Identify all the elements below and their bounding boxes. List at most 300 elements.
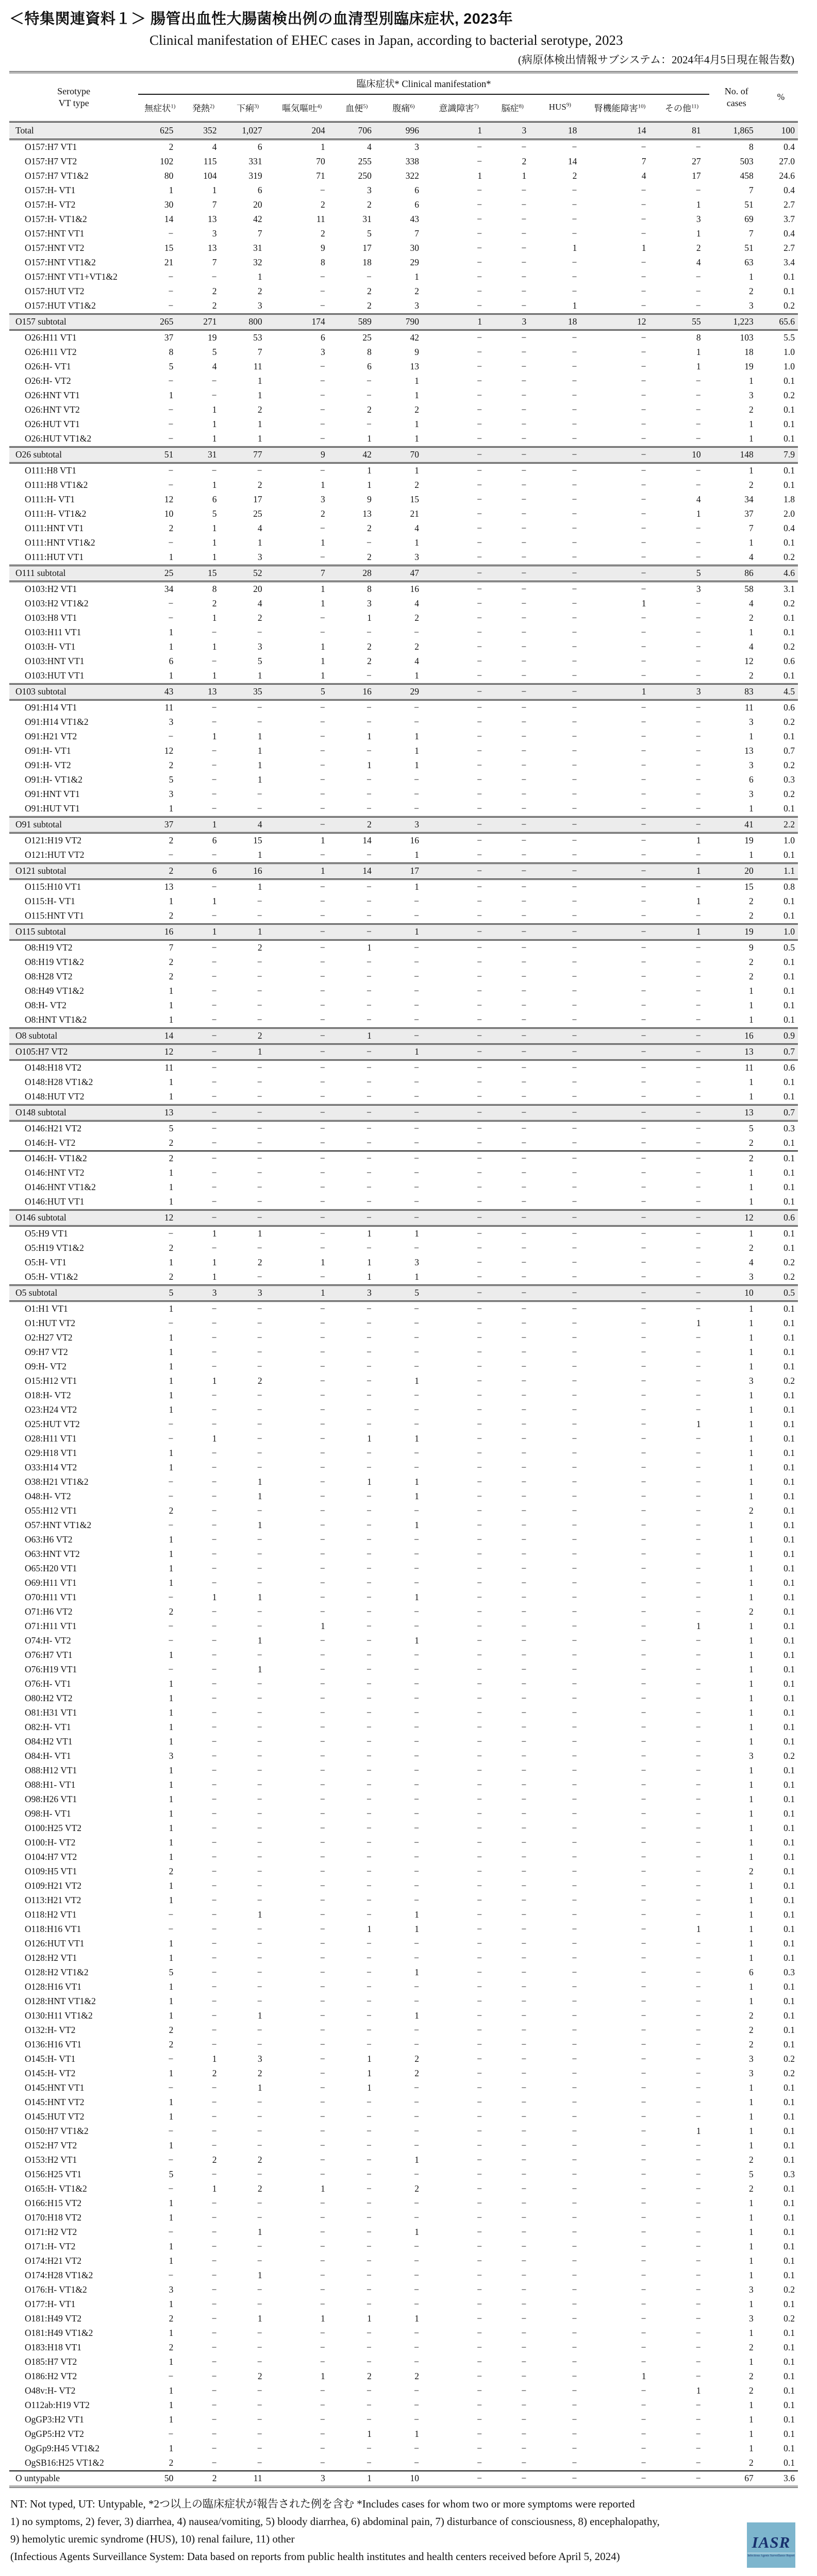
symptom-value-cell: 4 [212, 142, 217, 152]
symptom-value-cell: − [211, 1895, 217, 1906]
symptom-value-cell: − [257, 2212, 262, 2223]
symptom-value-cell: − [521, 1780, 527, 1790]
symptom-value-cell: − [572, 702, 577, 713]
serotype-cell: O111:H- VT1 [25, 494, 75, 505]
table-row [9, 1663, 798, 1677]
symptom-value-cell: − [521, 1014, 527, 1025]
symptom-value-cell: 1 [367, 760, 372, 771]
symptom-value-cell: − [320, 1837, 325, 1848]
serotype-cell: O91:H- VT1&2 [25, 774, 82, 785]
symptom-value-cell: − [211, 1751, 217, 1761]
symptom-value-cell: 2 [414, 613, 419, 623]
cases-cell: 19 [744, 835, 754, 846]
percent-cell: 0.1 [783, 2429, 795, 2439]
symptom-value-cell: 15 [253, 835, 262, 846]
symptom-value-cell: 6 [321, 332, 325, 343]
symptom-value-cell: − [695, 465, 701, 476]
symptom-value-cell: − [257, 1765, 262, 1776]
symptom-value-cell: − [641, 1390, 646, 1401]
symptom-value-cell: 1 [212, 523, 217, 534]
serotype-cell: O88:H12 VT1 [25, 1765, 77, 1776]
percent-cell: 0.1 [783, 850, 795, 860]
percent-cell: 3.4 [783, 257, 795, 268]
serotype-cell: O71:H6 VT2 [25, 1606, 73, 1617]
symptom-value-cell: − [477, 745, 482, 756]
table-row [9, 1778, 798, 1792]
symptom-value-cell: − [366, 2414, 372, 2425]
percent-cell: 1.0 [764, 924, 798, 940]
symptom-value-cell: − [320, 1578, 325, 1588]
symptom-value-cell: − [477, 1196, 482, 1207]
symptom-value-cell: − [320, 731, 325, 742]
symptom-value-cell: − [490, 1136, 535, 1151]
symptom-value-cell: 1 [572, 243, 577, 253]
serotype-cell: O157:HNT VT1 [25, 228, 85, 239]
percent-cell: 0.5 [783, 942, 795, 953]
symptom-value-cell: − [572, 142, 577, 152]
symptom-value-cell: − [521, 1880, 527, 1891]
symptom-value-cell: 250 [358, 171, 372, 181]
symptom-value-cell: − [168, 1228, 174, 1239]
symptom-value-cell: 1 [414, 1635, 419, 1646]
symptom-value-cell: − [211, 1880, 217, 1891]
percent-cell: 0.1 [783, 1563, 795, 1574]
symptom-value-cell: 6 [212, 494, 217, 505]
symptom-value-cell: − [655, 1044, 709, 1060]
symptom-value-cell: 25 [138, 566, 181, 582]
percent-cell: 0.1 [783, 2212, 795, 2223]
symptom-value-cell: − [211, 656, 217, 667]
symptom-value-cell: − [521, 509, 527, 519]
symptom-value-cell: − [521, 214, 527, 225]
symptom-value-cell: 1 [414, 731, 419, 742]
serotype-cell: O126:HUT VT1 [25, 1938, 85, 1949]
symptom-value-cell: − [334, 924, 380, 940]
symptom-value-cell: − [521, 390, 527, 401]
symptom-value-cell: − [521, 1376, 527, 1386]
serotype-cell: O171:H- VT2 [25, 2241, 76, 2252]
symptom-value-cell: − [168, 1419, 174, 1430]
percent-cell: 0.1 [783, 896, 795, 907]
serotype-cell: O186:H2 VT2 [25, 2371, 77, 2382]
symptom-value-cell: 77 [225, 447, 271, 463]
percent-cell: 0.1 [783, 2414, 795, 2425]
symptom-value-cell: − [414, 774, 419, 785]
symptom-value-cell: − [477, 1404, 482, 1415]
symptom-value-cell: − [257, 2097, 262, 2108]
symptom-value-cell: 2 [169, 1153, 174, 1164]
symptom-value-cell: − [477, 1953, 482, 1963]
symptom-value-cell: − [257, 1332, 262, 1343]
serotype-cell: O157:H- VT1 [25, 185, 76, 196]
symptom-value-cell: 13 [138, 1105, 181, 1121]
symptom-value-cell: − [257, 1000, 262, 1011]
symptom-value-cell: − [521, 2054, 527, 2064]
symptom-value-cell: − [572, 1448, 577, 1459]
table-row [9, 2326, 798, 2341]
table-row [9, 169, 798, 183]
symptom-value-cell: − [490, 863, 535, 879]
table-row [9, 582, 798, 597]
percent-cell: 0.1 [783, 2010, 795, 2021]
percent-cell: 0.1 [783, 1014, 795, 1025]
cases-cell: 1 [749, 1953, 754, 1963]
symptom-value-cell: − [695, 2082, 701, 2093]
symptom-value-cell: − [366, 1318, 372, 1329]
symptom-value-cell: − [168, 1664, 174, 1675]
serotype-cell: O111:HNT VT1 [25, 523, 84, 534]
symptom-value-cell: 1 [169, 1981, 174, 1992]
symptom-value-cell: − [695, 376, 701, 386]
subtotal-row [9, 817, 798, 833]
symptom-value-cell: − [211, 1924, 217, 1935]
symptom-value-cell: − [366, 2342, 372, 2353]
symptom-value-cell: − [366, 1520, 372, 1531]
symptom-value-cell: − [320, 1866, 325, 1877]
percent-cell: 0.1 [783, 1549, 795, 1560]
symptom-value-cell: 1 [427, 122, 490, 140]
symptom-value-cell: − [257, 2299, 262, 2310]
symptom-value-cell: 2 [212, 2155, 217, 2165]
symptom-value-cell: − [695, 2241, 701, 2252]
symptom-value-cell: − [168, 1592, 174, 1603]
symptom-value-cell: − [572, 2241, 577, 2252]
symptom-value-cell: − [641, 760, 646, 771]
symptom-value-cell: − [490, 684, 535, 700]
serotype-cell: OgGp9:H45 VT1&2 [25, 2443, 100, 2454]
symptom-value-cell: − [320, 1014, 325, 1025]
symptom-value-cell: − [477, 1679, 482, 1689]
symptom-value-cell: 1 [212, 2183, 217, 2194]
symptom-value-cell: − [641, 835, 646, 846]
symptom-value-cell: − [521, 1404, 527, 1415]
symptom-value-cell: − [641, 1419, 646, 1430]
table-row [9, 1241, 798, 1256]
symptom-value-cell: 2 [257, 1257, 262, 1268]
symptom-value-cell: − [695, 1077, 701, 1088]
symptom-value-cell: − [257, 1390, 262, 1401]
serotype-cell: O38:H21 VT1&2 [25, 1477, 89, 1487]
symptom-value-cell: − [695, 641, 701, 652]
symptom-value-cell: − [572, 2097, 577, 2108]
table-row [9, 330, 798, 346]
serotype-cell: O146:HNT VT2 [25, 1167, 85, 1178]
table-row [9, 1562, 798, 1576]
iasr-logo [747, 2522, 795, 2568]
table-row [9, 1013, 798, 1028]
symptom-value-cell: − [320, 1707, 325, 1718]
symptom-value-cell: − [572, 1332, 577, 1343]
symptom-value-cell: − [366, 2010, 372, 2021]
symptom-value-cell: − [320, 1091, 325, 1102]
symptom-value-cell: − [695, 656, 701, 667]
symptom-value-cell: − [427, 1105, 490, 1121]
symptom-value-cell: − [320, 774, 325, 785]
symptom-value-cell: − [366, 1243, 372, 1253]
serotype-cell: O128:H2 VT1&2 [25, 1967, 89, 1978]
symptom-value-cell: − [695, 1062, 701, 1073]
symptom-value-cell: − [320, 957, 325, 968]
symptom-value-cell: − [572, 2414, 577, 2425]
iasr-logo-text: IASR [752, 2533, 791, 2551]
symptom-value-cell: − [695, 2140, 701, 2151]
symptom-value-cell: − [572, 494, 577, 505]
percent-cell: 1.0 [783, 361, 795, 372]
symptom-value-cell: − [181, 1136, 225, 1151]
table-row [9, 2052, 798, 2066]
percent-cell: 0.1 [783, 986, 795, 996]
symptom-value-cell: 1 [169, 1167, 174, 1178]
symptom-value-cell: − [320, 2299, 325, 2310]
symptom-value-cell: − [211, 1014, 217, 1025]
symptom-value-cell: − [490, 447, 535, 463]
symptom-value-cell: − [257, 465, 262, 476]
symptom-value-cell: − [572, 803, 577, 814]
symptom-value-cell: − [521, 1361, 527, 1372]
percent-cell: 0.2 [783, 2068, 795, 2079]
subtotal-row [9, 1210, 798, 1226]
symptom-value-cell: − [490, 1285, 535, 1301]
cases-cell: 1 [749, 1182, 754, 1193]
symptom-value-cell: − [366, 1091, 372, 1102]
symptom-value-cell: 16 [410, 835, 419, 846]
symptom-value-cell: − [181, 1105, 225, 1121]
symptom-value-cell: − [695, 185, 701, 196]
symptom-value-cell: − [695, 971, 701, 982]
symptom-value-cell: − [641, 1404, 646, 1415]
table-row [9, 909, 798, 924]
percent-cell: 0.2 [783, 1751, 795, 1761]
symptom-value-cell: 1 [414, 272, 419, 282]
percent-cell: 0.1 [783, 1823, 795, 1834]
symptom-value-cell: 1 [380, 924, 427, 940]
cases-cell: 1 [749, 803, 754, 814]
symptom-value-cell: 1 [169, 2400, 174, 2411]
cases-cell: 1 [749, 1808, 754, 1819]
symptom-value-cell: 47 [380, 566, 427, 582]
symptom-value-cell: − [521, 2155, 527, 2165]
serotype-cell: O157:H7 VT1 [25, 142, 77, 152]
symptom-value-cell: 331 [248, 156, 262, 167]
symptom-value-cell: − [414, 896, 419, 907]
symptom-value-cell: − [320, 1332, 325, 1343]
symptom-value-cell: − [477, 1332, 482, 1343]
cases-cell: 41 [709, 817, 764, 833]
symptom-value-cell: − [521, 1895, 527, 1906]
symptom-value-cell: − [695, 537, 701, 548]
symptom-value-cell: − [414, 2097, 419, 2108]
symptom-value-cell: − [477, 896, 482, 907]
symptom-value-cell: − [572, 1707, 577, 1718]
cases-cell: 1 [749, 1404, 754, 1415]
symptom-value-cell: − [414, 1549, 419, 1560]
symptom-value-cell: 2 [414, 404, 419, 415]
table-row [9, 1432, 798, 1446]
symptom-value-cell: − [572, 1318, 577, 1329]
clinical-manifestation-group-header: 臨床症状* Clinical manifestation* [138, 72, 709, 94]
symptom-value-cell: − [477, 731, 482, 742]
symptom-value-cell: 1 [257, 1228, 262, 1239]
symptom-value-cell: − [521, 2371, 527, 2382]
symptom-value-cell: − [641, 1996, 646, 2007]
symptom-value-cell: − [572, 2169, 577, 2180]
symptom-value-cell: − [320, 2025, 325, 2036]
symptom-value-cell: − [414, 1014, 419, 1025]
symptom-value-cell: − [695, 1823, 701, 1834]
symptom-value-cell: − [695, 1852, 701, 1862]
symptom-value-cell: 1 [169, 2097, 174, 2108]
symptom-value-cell: 2 [367, 286, 372, 297]
symptom-value-cell: − [320, 627, 325, 638]
symptom-value-cell: − [521, 2284, 527, 2295]
symptom-value-cell: − [521, 1650, 527, 1660]
symptom-value-cell: − [320, 185, 325, 196]
cases-cell: 2 [749, 2039, 754, 2050]
serotype-cell: O103:H2 VT1&2 [25, 598, 89, 609]
symptom-value-cell: 1 [212, 1228, 217, 1239]
symptom-value-cell: 37 [164, 332, 174, 343]
symptom-value-cell: − [572, 1606, 577, 1617]
symptom-value-cell: − [572, 1462, 577, 1473]
symptom-value-cell: − [366, 2183, 372, 2194]
symptom-value-cell: − [211, 627, 217, 638]
symptom-value-cell: − [521, 228, 527, 239]
table-row [9, 1720, 798, 1735]
symptom-value-cell: 3 [257, 300, 262, 311]
symptom-value-cell: 15 [164, 243, 174, 253]
symptom-value-cell: − [257, 1722, 262, 1733]
table-row [9, 1965, 798, 1980]
percent-cell: 0.1 [783, 1404, 795, 1415]
cases-cell: 1 [749, 1880, 754, 1891]
symptom-value-cell: − [695, 2313, 701, 2324]
symptom-value-cell: − [414, 2025, 419, 2036]
symptom-value-cell: − [477, 1167, 482, 1178]
symptom-value-cell: − [641, 1563, 646, 1574]
serotype-cell: OgSB16:H25 VT1&2 [25, 2458, 104, 2468]
symptom-value-cell: − [257, 2429, 262, 2439]
symptom-value-cell: − [168, 598, 174, 609]
symptom-value-cell: 11 [164, 702, 174, 713]
percent-cell: 0.8 [783, 882, 795, 892]
symptom-value-cell: − [320, 1303, 325, 1314]
cases-cell: 1 [749, 2443, 754, 2454]
percent-cell: 0.1 [783, 286, 795, 297]
symptom-value-cell: − [334, 1136, 380, 1151]
symptom-value-cell: − [477, 1549, 482, 1560]
symptom-value-cell: − [521, 2082, 527, 2093]
symptom-value-cell: − [211, 1981, 217, 1992]
symptom-value-cell: 319 [248, 171, 262, 181]
symptom-value-cell: − [695, 1303, 701, 1314]
percent-cell: 0.1 [783, 1091, 795, 1102]
symptom-value-cell: − [572, 480, 577, 490]
table-row [9, 2081, 798, 2095]
symptom-value-cell: − [320, 1534, 325, 1545]
symptom-value-cell: − [641, 1938, 646, 1949]
symptom-value-cell: − [414, 2140, 419, 2151]
cases-cell: 1 [749, 1823, 754, 1834]
symptom-value-cell: − [477, 2284, 482, 2295]
symptom-value-cell: − [257, 2126, 262, 2137]
cases-cell: 2 [749, 404, 754, 415]
symptom-value-cell: − [572, 537, 577, 548]
symptom-value-cell: − [257, 1014, 262, 1025]
serotype-cell: O109:H5 VT1 [25, 1866, 77, 1877]
percent-cell: 0.2 [783, 2284, 795, 2295]
symptom-value-cell: − [521, 1621, 527, 1632]
symptom-value-cell: − [320, 390, 325, 401]
symptom-value-cell: − [641, 1880, 646, 1891]
symptom-value-cell: − [521, 1751, 527, 1761]
symptom-value-cell: − [521, 1953, 527, 1963]
symptom-value-cell: − [585, 1105, 654, 1121]
symptom-value-cell: − [477, 1534, 482, 1545]
symptom-value-cell: 21 [164, 257, 174, 268]
cases-cell: 11 [744, 1062, 754, 1073]
symptom-value-cell: − [521, 465, 527, 476]
table-row [9, 625, 798, 640]
symptom-value-cell: 2 [257, 2371, 262, 2382]
symptom-value-cell: − [320, 1318, 325, 1329]
percent-cell: 0.1 [783, 1981, 795, 1992]
serotype-cell: O76:H19 VT1 [25, 1664, 77, 1675]
symptom-value-cell: − [257, 1153, 262, 1164]
symptom-value-cell: − [572, 1014, 577, 1025]
cases-cell: 1 [749, 2082, 754, 2093]
symptom-value-cell: − [320, 1938, 325, 1949]
symptom-value-cell: 1 [696, 1621, 701, 1632]
symptom-value-cell: − [366, 2458, 372, 2468]
symptom-value-cell: − [695, 433, 701, 444]
table-row [9, 2182, 798, 2196]
symptom-value-cell: − [585, 2471, 654, 2487]
symptom-value-cell: − [521, 2414, 527, 2425]
symptom-value-cell: − [572, 910, 577, 921]
symptom-value-cell: 1 [321, 142, 325, 152]
symptom-value-cell: − [257, 2443, 262, 2454]
table-row [9, 360, 798, 374]
symptom-value-cell: − [211, 971, 217, 982]
serotype-header-line1: Serotype [57, 86, 91, 96]
symptom-value-cell: 17 [362, 243, 372, 253]
symptom-value-cell: − [211, 1091, 217, 1102]
symptom-value-cell: − [168, 228, 174, 239]
symptom-value-cell: − [211, 774, 217, 785]
symptom-value-cell: − [211, 1938, 217, 1949]
cases-cell: 16 [709, 1028, 764, 1044]
symptom-value-cell: − [225, 1136, 271, 1151]
serotype-cell: O26:HNT VT1 [25, 390, 80, 401]
table-row [9, 1893, 798, 1908]
percent-cell: 2.2 [764, 817, 798, 833]
symptom-value-cell: 31 [362, 214, 372, 225]
symptom-value-cell: − [414, 1404, 419, 1415]
symptom-value-cell: − [414, 986, 419, 996]
symptom-value-cell: − [211, 1664, 217, 1675]
percent-cell: 0.2 [783, 1272, 795, 1282]
symptom-value-cell: 1 [696, 361, 701, 372]
symptom-value-cell: − [414, 1167, 419, 1178]
symptom-value-cell: − [320, 465, 325, 476]
symptom-value-cell: − [521, 1347, 527, 1358]
symptom-value-cell: − [366, 2443, 372, 2454]
table-row [9, 2369, 798, 2384]
symptom-value-cell: − [320, 2082, 325, 2093]
symptom-value-cell: − [211, 2284, 217, 2295]
serotype-cell: O128:H2 VT1 [25, 1953, 77, 1963]
symptom-value-cell: − [366, 272, 372, 282]
